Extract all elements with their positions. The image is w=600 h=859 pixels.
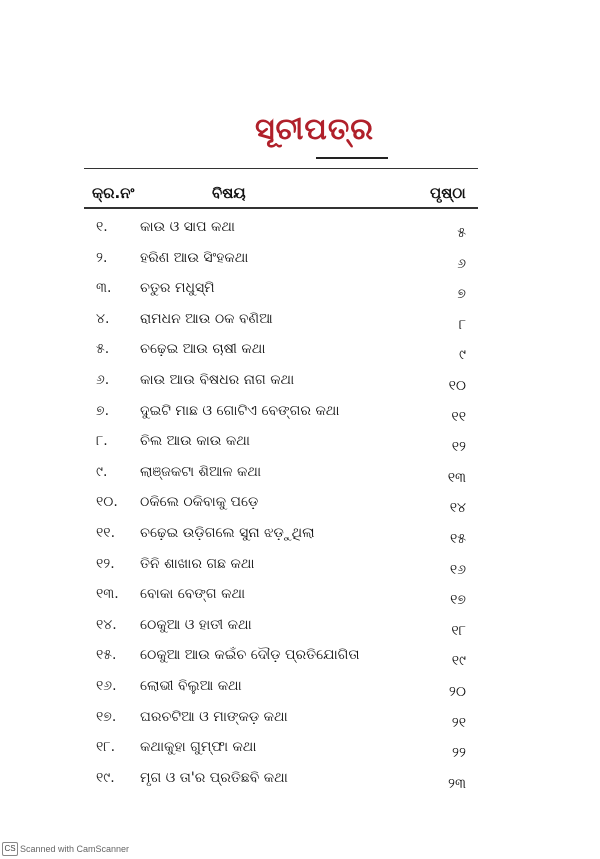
toc-page-number: ୧୫ — [449, 530, 466, 547]
toc-title: ଲୋଭୀ ବିଲୁଆ କଥା — [140, 677, 242, 694]
toc-title: ତିନି ଶାଖାର ଗଛ କଥା — [140, 555, 255, 572]
toc-row — [0, 764, 600, 795]
column-header-number: କ୍ର.ନଂ — [92, 184, 135, 202]
toc-number: ୯. — [96, 463, 108, 480]
toc-title: ମୃଗ ଓ ତା'ର ପ୍ରତିଛବି କଥା — [140, 769, 288, 786]
toc-number: ୬. — [96, 371, 110, 388]
title-underline — [316, 157, 388, 159]
toc-row — [0, 488, 600, 519]
toc-row — [0, 274, 600, 305]
toc-row — [0, 550, 600, 581]
toc-page-number: ୧୦ — [448, 377, 466, 394]
toc-row — [0, 641, 600, 672]
toc-row — [0, 458, 600, 489]
toc-number: ୧୬. — [96, 677, 117, 694]
toc-page-number: ୧୭ — [450, 592, 466, 609]
scanner-watermark: Scanned with CamScanner — [20, 844, 130, 854]
toc-row — [0, 397, 600, 428]
toc-page-number: ୫ — [457, 225, 466, 241]
toc-row — [0, 335, 600, 366]
toc-number: ୧୦. — [96, 494, 118, 511]
camscanner-logo-icon: CS — [2, 842, 18, 856]
toc-number: ୧୨. — [96, 555, 115, 572]
toc-page-number: ୧୪ — [449, 500, 466, 517]
toc-title: ଚଢ଼େଇ ଆଉ ଚାଷୀ କଥା — [140, 341, 266, 358]
toc-number: ୪. — [96, 310, 110, 327]
toc-title: ଠେକୁଆ ଆଉ କଇଁଚ ଦୌଡ଼ ପ୍ରତିଯୋଗିତା — [140, 647, 360, 664]
toc-title: ଘରଚଟିଆ ଓ ମାଙ୍କଡ଼ କଥା — [140, 708, 288, 725]
toc-page-number: ୧୧ — [451, 408, 466, 425]
toc-title: କାଉ ଓ ସାପ କଥା — [140, 219, 235, 235]
toc-row — [0, 427, 600, 458]
table-top-rule — [84, 168, 478, 169]
toc-title: ଠକିଲେ ଠକିବାକୁ ପଡ଼େ — [140, 494, 259, 511]
toc-row — [0, 366, 600, 397]
toc-page-number: ୯ — [459, 347, 466, 364]
table-header-rule — [84, 207, 478, 209]
toc-page-number: ୨୩ — [448, 775, 466, 792]
table-of-contents — [0, 213, 600, 794]
toc-title: ହରିଣ ଆଉ ସିଂହକଥା — [140, 249, 249, 266]
toc-title: ରାମଧନ ଆଉ ଠକ ବଣିଆ — [140, 310, 273, 327]
toc-row — [0, 703, 600, 734]
toc-title: ବୋକା ବେଙ୍ଗ କଥା — [140, 586, 246, 603]
toc-page-number: ୭ — [457, 286, 466, 303]
toc-number: ୩. — [96, 280, 112, 297]
toc-number: ୭. — [96, 402, 110, 419]
toc-row — [0, 611, 600, 642]
toc-row — [0, 519, 600, 550]
column-header-page: ପୃଷ୍ଠା — [430, 184, 466, 202]
toc-number: ୨. — [96, 249, 108, 266]
toc-number: ୮. — [96, 433, 108, 450]
toc-title: କଥାକୁହା ଗୁମ୍ଫା କଥା — [140, 739, 257, 756]
toc-row — [0, 305, 600, 336]
toc-number: ୧୩. — [96, 586, 119, 603]
toc-row — [0, 580, 600, 611]
toc-number: ୧୭. — [96, 708, 117, 725]
toc-number: ୧୯. — [96, 769, 115, 786]
toc-title: ଲାଞ୍ଜକଟା ଶିଆଳ କଥା — [140, 463, 262, 480]
toc-page-number: ୬ — [457, 255, 466, 272]
column-header-subject: ବିଷୟ — [212, 184, 246, 202]
toc-row — [0, 733, 600, 764]
toc-number: ୧. — [96, 219, 108, 235]
toc-row — [0, 672, 600, 703]
toc-title: ଚିଲ ଆଉ କାଉ କଥା — [140, 433, 250, 450]
toc-number: ୧୫. — [96, 647, 117, 664]
toc-row — [0, 213, 600, 244]
toc-title: କାଉ ଆଉ ବିଷଧର ନାଗ କଥା — [140, 371, 295, 388]
toc-page-number: ୮ — [458, 316, 466, 333]
toc-title: ଠେକୁଆ ଓ ହାତୀ କଥା — [140, 616, 252, 633]
toc-page-number: ୧୯ — [451, 653, 466, 670]
toc-number: ୧୧. — [96, 524, 116, 541]
toc-title: ଚଢ଼େଇ ଉଡ଼ିଗଲେ ସୁନା ଝଡ଼ୁଥିଲା — [140, 524, 315, 541]
toc-title: ଦୁଇଟି ମାଛ ଓ ଗୋଟିଏ ବେଙ୍ଗର କଥା — [140, 402, 340, 419]
toc-page-number: ୧୨ — [451, 439, 466, 456]
toc-page-number: ୧୬ — [449, 561, 466, 578]
toc-number: ୫. — [96, 341, 110, 358]
page-title: ସୂଚୀପତ୍ର — [255, 112, 374, 147]
toc-page-number: ୨୦ — [448, 683, 466, 700]
toc-title: ଚତୁର ମଧୁସ୍ମି — [140, 280, 215, 297]
toc-number: ୧୪. — [96, 616, 117, 633]
toc-page-number: ୨୨ — [452, 745, 466, 762]
toc-page-number: ୧୩ — [447, 469, 466, 486]
toc-page-number: ୧୮ — [451, 622, 466, 639]
toc-page-number: ୨୧ — [451, 714, 466, 731]
toc-row — [0, 244, 600, 275]
toc-number: ୧୮. — [96, 739, 116, 756]
